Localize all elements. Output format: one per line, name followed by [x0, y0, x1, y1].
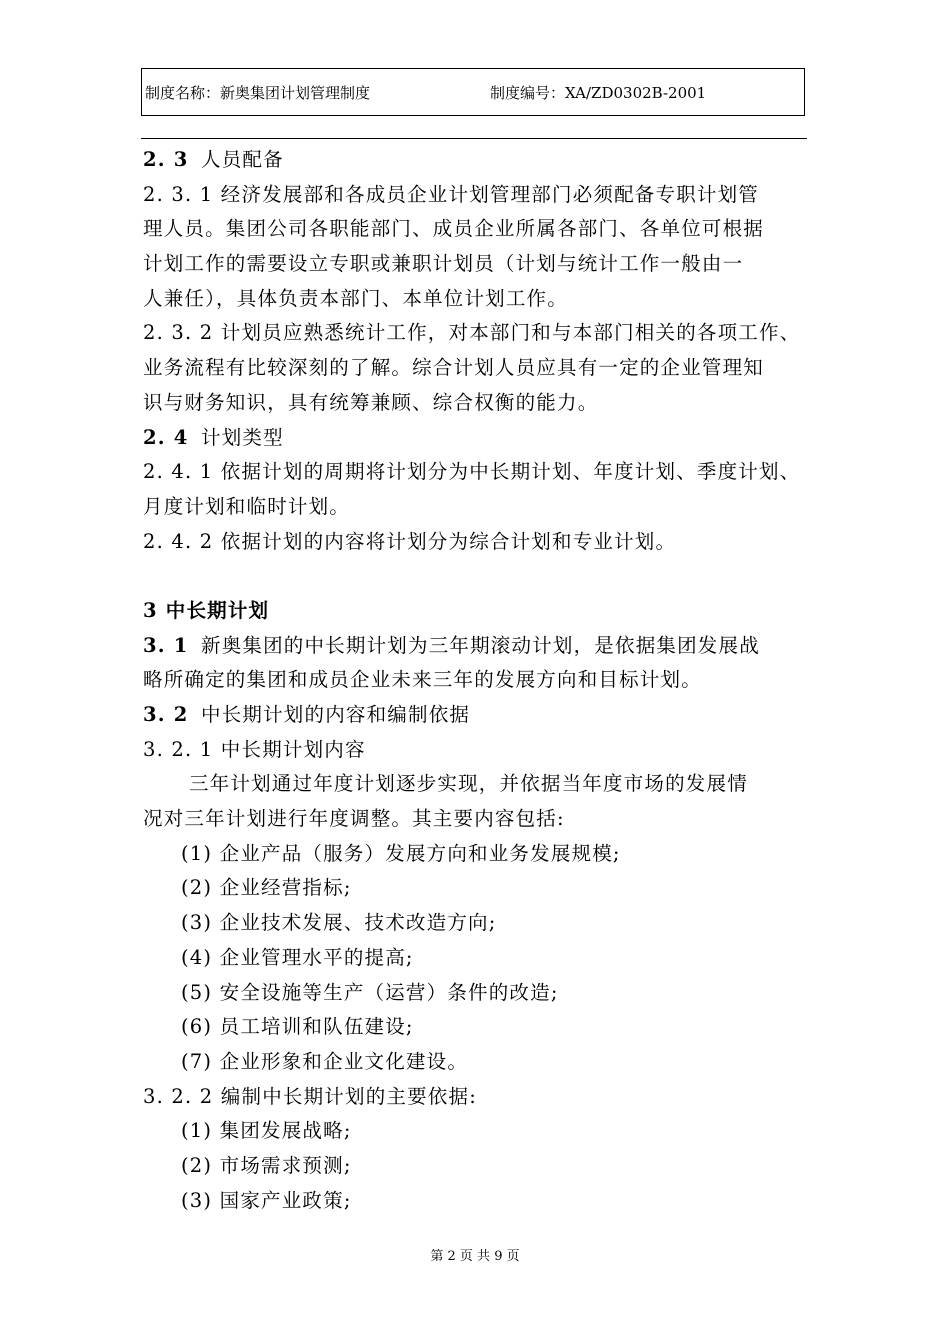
- paragraph-line: 2. 4. 1 依据计划的周期将计划分为中长期计划、年度计划、季度计划、: [143, 460, 801, 484]
- list-item: (5) 安全设施等生产（运营）条件的改造;: [181, 980, 559, 1004]
- paragraph-line: 略所确定的集团和成员企业未来三年的发展方向和目标计划。: [143, 668, 702, 692]
- paragraph-line: 况对三年计划进行年度调整。其主要内容包括:: [143, 807, 565, 831]
- header-rule: [141, 138, 807, 139]
- document-body: [143, 143, 813, 1218]
- list-item: (6) 员工培训和队伍建设;: [181, 1015, 414, 1039]
- paragraph-line: 识与财务知识，具有统筹兼顾、综合权衡的能力。: [143, 390, 599, 414]
- section-heading-2-4: 2. 4 计划类型: [143, 425, 284, 449]
- policy-name: 制度名称：新奥集团计划管理制度: [145, 84, 371, 102]
- subsection-heading-3-2-2: 3. 2. 2 编制中长期计划的主要依据:: [143, 1084, 477, 1108]
- list-item: (4) 企业管理水平的提高;: [181, 945, 414, 969]
- section-heading-3-2: 3. 2 中长期计划的内容和编制依据: [143, 703, 471, 726]
- section-heading-3: 3 中长期计划: [143, 598, 270, 622]
- paragraph-line: 理人员。集团公司各职能部门、成员企业所属各部门、各单位可根据: [143, 217, 765, 241]
- paragraph-line: 人兼任），具体负责本部门、本单位计划工作。: [143, 286, 568, 310]
- paragraph-line: 三年计划通过年度计划逐步实现，并依据当年度市场的发展情: [189, 772, 748, 796]
- list-item: (2) 企业经营指标;: [181, 876, 352, 900]
- paragraph-line: 3. 1 新奥集团的中长期计划为三年期滚动计划，是依据集团发展战: [143, 633, 760, 657]
- paragraph-line: 2. 3. 1 经济发展部和各成员企业计划管理部门必须配备专职计划管: [143, 182, 760, 206]
- paragraph-line: 2. 4. 2 依据计划的内容将计划分为综合计划和专业计划。: [143, 529, 677, 553]
- document-header: [141, 68, 805, 116]
- policy-code: 制度编号：XA/ZD0302B-2001: [490, 84, 707, 102]
- paragraph-line: 业务流程有比较深刻的了解。综合计划人员应具有一定的企业管理知: [143, 356, 765, 380]
- paragraph-line: 月度计划和临时计划。: [143, 494, 351, 518]
- paragraph-line: 2. 3. 2 计划员应熟悉统计工作，对本部门和与本部门相关的各项工作、: [143, 321, 801, 345]
- list-item: (7) 企业形象和企业文化建设。: [181, 1049, 469, 1073]
- subsection-heading-3-2-1: 3. 2. 1 中长期计划内容: [143, 737, 366, 761]
- list-item: (1) 企业产品（服务）发展方向和业务发展规模;: [181, 841, 621, 865]
- paragraph-line: 计划工作的需要设立专职或兼职计划员（计划与统计工作一般由一: [143, 252, 744, 276]
- page-number: 第 2 页 共 9 页: [430, 1249, 520, 1264]
- list-item: (1) 集团发展战略;: [181, 1119, 352, 1143]
- list-item: (2) 市场需求预测;: [181, 1153, 352, 1177]
- section-heading-2-3: 2. 3 人员配备: [143, 148, 284, 171]
- list-item: (3) 国家产业政策;: [181, 1188, 352, 1212]
- list-item: (3) 企业技术发展、技术改造方向;: [181, 911, 497, 935]
